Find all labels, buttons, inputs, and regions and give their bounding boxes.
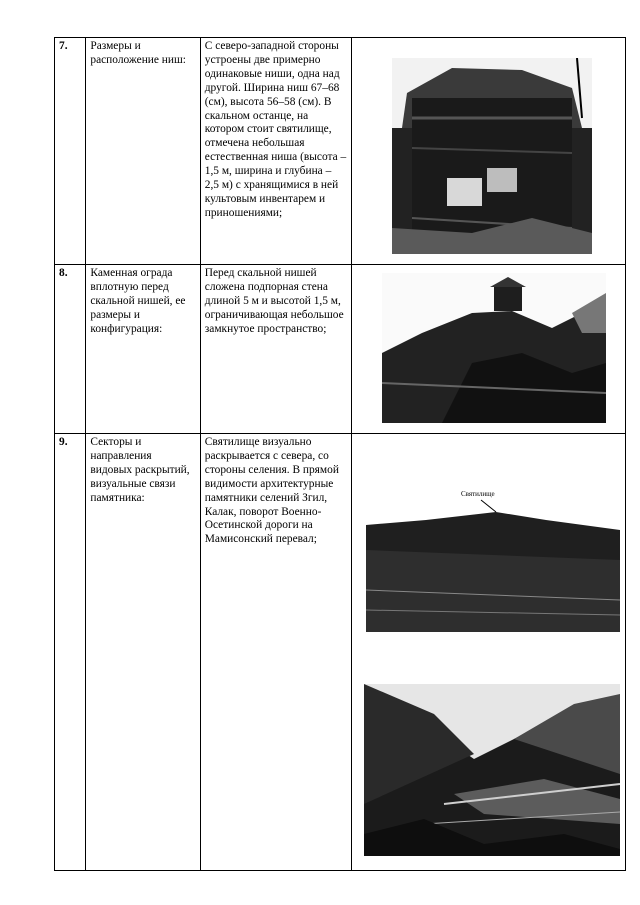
- row-number: 9.: [55, 434, 86, 871]
- row-number: 7.: [55, 38, 86, 265]
- row-photo-cell: [351, 38, 625, 265]
- row-feature: Размеры и расположение ниш:: [86, 38, 200, 265]
- table-row: [55, 38, 626, 265]
- row-description: С северо-западной стороны устроены две примерно одинаковые ниши, одна над другой. Ширина ниш 67–68 (см), высота 56–58 (см). В скальном останце, на котором стоит святилище, отмечена небольшая естественная ниша (высота – 1,5 м, ширина и глубина – 2,5 м) с хранящимися в ней культовым инвентарем и приношениями;: [200, 38, 351, 265]
- photo-shrine-on-rock: [382, 273, 606, 423]
- photo-label: Святилище: [460, 490, 495, 498]
- photo-shrine-niches: [392, 58, 592, 254]
- row-photo-cell: [351, 265, 625, 434]
- row-description: Святилище визуально раскрывается с севера, со стороны селения. В прямой видимости архитектурные памятники селений Згил, Калак, поворот Военно-Осетинской дороги на Мамисонский перевал;: [200, 434, 351, 871]
- monument-table: [54, 37, 626, 871]
- row-feature: Секторы и направления видовых раскрытий, визуальные связи памятника:: [86, 434, 200, 871]
- row-feature: Каменная ограда вплотную перед скальной нишей, ее размеры и конфигурация:: [86, 265, 200, 434]
- photo-view-north: [366, 450, 620, 632]
- row-description: Перед скальной нишей сложена подпорная стена длиной 5 м и высотой 1,5 м, ограничивающая небольшое замкнутое пространство;: [200, 265, 351, 434]
- table-row: [55, 265, 626, 434]
- row-number: 8.: [55, 265, 86, 434]
- table-row: [55, 434, 626, 871]
- photo-view-valley: [364, 684, 620, 856]
- row-photo-cell: [351, 434, 625, 871]
